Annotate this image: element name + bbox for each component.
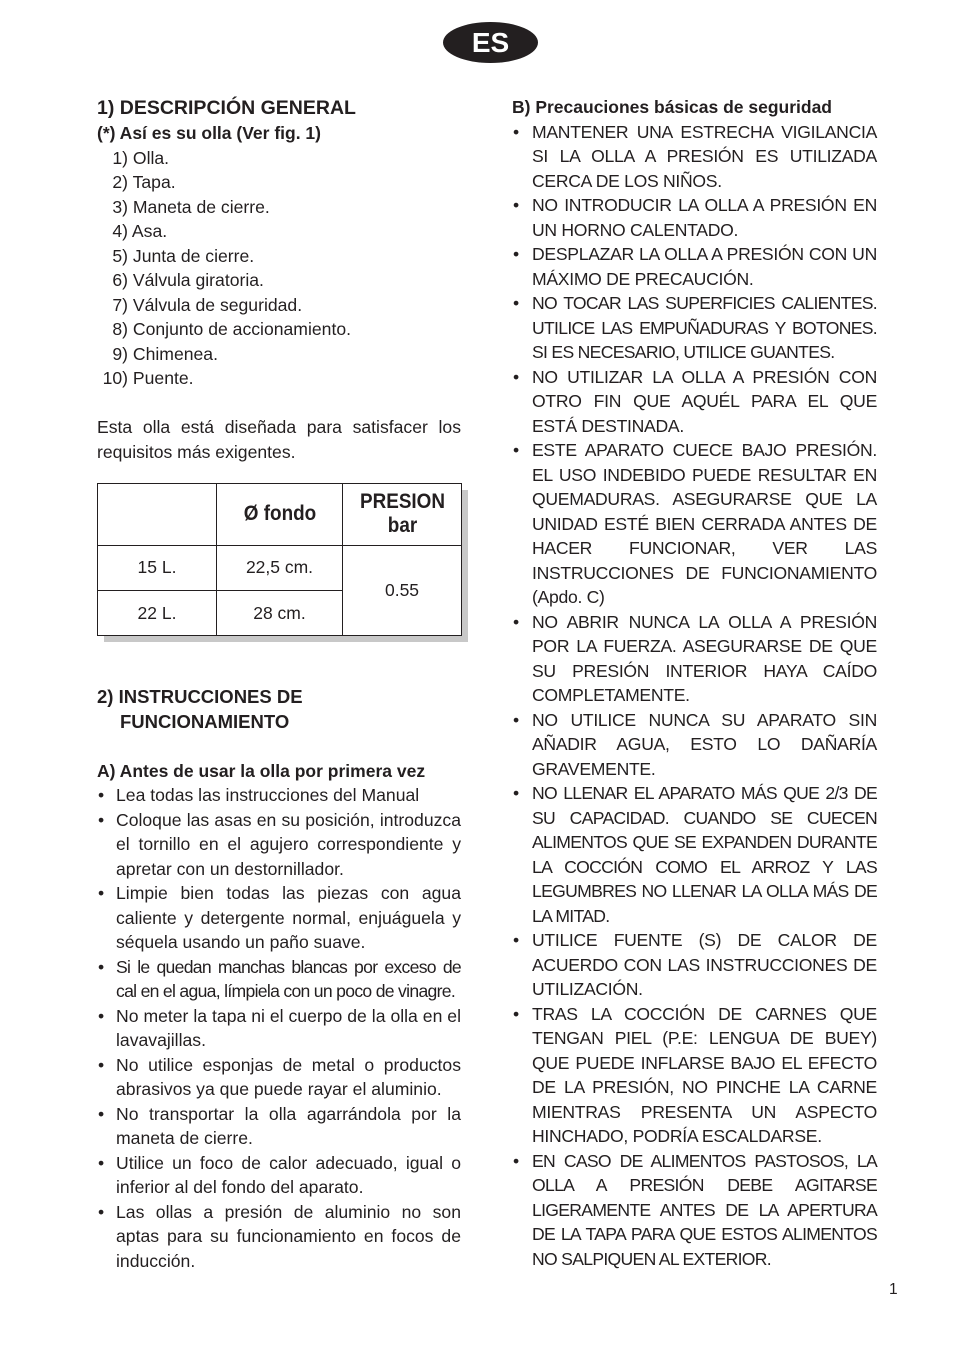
table-header-cell: Ø fondo [223,484,336,546]
precautions-list [512,120,877,1272]
list-item: 9) Chimenea. [112,343,218,364]
list-item: • No utilice esponjas de metal o productos abrasivos ya que puede rayar el aluminio. [98,1054,461,1099]
right-column [512,95,877,1271]
subsection-a-title: A) Antes de usar la olla por primera vez [97,760,426,781]
list-item: 7) Válvula de seguridad. [112,294,303,315]
list-item: • NO INTRODUCIR LA OLLA A PRESIÓN EN UN HORNO CALENTADO. [513,195,877,240]
list-item: 5) Junta de cierre. [112,245,255,266]
intro-paragraph: Esta olla está diseñada para satisfacer los requisitos más exigentes. [97,417,461,462]
section-2-title: 2) INSTRUCCIONES DE [97,686,303,707]
list-item: • EN CASO DE ALIMENTOS PASTOSOS, LA OLLA A PRESIÓN DEBE AGITARSE LIGERAMENTE ANTES DE LA APERTURA DE LA TAPA PARA QUE ESTOS ALIMENTOS NO SALPIQUEN AL EXTERIOR. [513,1150,877,1269]
section-2-title-continued: FUNCIONAMIENTO [120,710,290,732]
list-item: • Utilice un foco de calor adecuado, igual o inferior al del fondo del aparato. [98,1152,461,1197]
page-number: 1 [889,1281,898,1298]
section-1-title: 1) DESCRIPCIÓN GENERAL [97,97,356,119]
language-badge: ES [443,22,538,63]
list-item: • DESPLAZAR LA OLLA A PRESIÓN CON UN MÁXIMO DE PRECAUCIÓN. [513,244,877,289]
list-item: 10) Puente. [102,368,194,388]
list-item: 2) Tapa. [112,172,176,192]
list-item: • Limpie bien todas las piezas con agua caliente y detergente normal, enjuáguela y séquela usando un paño suave. [98,883,461,952]
list-item: • Si le quedan manchas blancas por exceso de cal en el agua, límpiela con un poco de vinagre. [98,956,461,1001]
list-item: 4) Asa. [112,221,168,241]
list-item: • NO ABRIR NUNCA LA OLLA A PRESIÓN POR LA FUERZA. ASEGURARSE DE QUE SU PRESIÓN INTERIOR HAYA CAÍDO COMPLETAMENTE. [513,611,877,705]
table-row [98,545,462,590]
list-item: 6) Válvula giratoria. [112,270,264,290]
parts-list [97,146,461,391]
table-cell-diameter: 28 cm. [217,590,343,635]
spec-table [97,483,462,636]
list-item: • No meter la tapa ni el cuerpo de la olla en el lavavajillas. [98,1005,461,1050]
table-cell-pressure: 0.55 [343,545,462,635]
left-column-lower [97,685,461,1273]
list-item: • TRAS LA COCCIÓN DE CARNES QUE TENGAN PIEL (P.E: LENGUA DE BUEY) QUE PUEDE INFLARSE BAJO EL EFECTO DE LA PRESIÓN, NO PINCHE LA CARNE MIENTRAS PRESENTA UN ASPECTO HINCHADO, PODRÍA ESCALDARSE. [513,1003,877,1146]
list-item: • No transportar la olla agarrándola por la maneta de cierre. [98,1103,461,1148]
table-header-cell: PRESION bar [348,484,455,546]
list-item: 3) Maneta de cierre. [112,196,270,217]
list-item: • MANTENER UNA ESTRECHA VIGILANCIA SI LA OLLA A PRESIÓN ES UTILIZADA CERCA DE LOS NIÑOS. [513,121,877,191]
list-item: • Lea todas las instrucciones del Manual [98,785,420,805]
figure-caption: (*) Así es su olla (Ver fig. 1) [97,123,321,143]
list-item: • ESTE APARATO CUECE BAJO PRESIÓN. EL USO INDEBIDO PUEDE RESULTAR EN QUEMADURAS. ASEGURARSE QUE LA UNIDAD ESTÉ BIEN CERRADA ANTES DE HACER FUNCIONAR, VER LAS INSTRUCCIONES DE FUNCIONAMIENTO (Apdo. C) [513,440,877,607]
table-cell-capacity: 15 L. [98,545,217,590]
list-item: • NO UTILIZAR LA OLLA A PRESIÓN CON OTRO FIN QUE AQUÉL PARA EL QUE ESTÁ DESTINADA. [513,366,877,436]
before-use-list [97,783,461,1273]
list-item: • NO TOCAR LAS SUPERFICIES CALIENTES. UTILICE LAS EMPUÑADURAS Y BOTONES. SI ES NECESARIO, UTILICE GUANTES. [513,293,877,362]
list-item: 8) Conjunto de accionamiento. [112,319,351,339]
list-item: 1) Olla. [112,147,170,168]
table-cell-capacity: 22 L. [98,590,217,635]
list-item: • UTILICE FUENTE (S) DE CALOR DE ACUERDO CON LAS INSTRUCCIONES DE UTILIZACIÓN. [513,930,877,999]
subsection-b-title: B) Precauciones básicas de seguridad [512,97,832,117]
table-header-row [98,484,462,546]
table-cell-diameter: 22,5 cm. [217,545,343,590]
left-column [97,95,461,464]
list-item: • NO LLENAR EL APARATO MÁS QUE 2/3 DE SU CAPACIDAD. CUANDO SE CUECEN ALIMENTOS QUE SE EXPANDEN DURANTE LA COCCIÓN COMO EL ARROZ Y LAS LEGUMBRES NO LLENAR LA OLLA MÁS DE LA MITAD. [513,783,877,926]
list-item: • Coloque las asas en su posición, introduzca el tornillo en el agujero correspondiente y apretar con un destornillador. [98,809,461,879]
list-item: • NO UTILICE NUNCA SU APARATO SIN AÑADIR AGUA, ESTO LO DAÑARÍA GRAVEMENTE. [513,709,877,779]
spec-table-wrapper [97,483,469,647]
table-header-cell [103,484,210,546]
list-item: • Las ollas a presión de aluminio no son aptas para su funcionamiento en focos de inducción. [98,1201,461,1271]
